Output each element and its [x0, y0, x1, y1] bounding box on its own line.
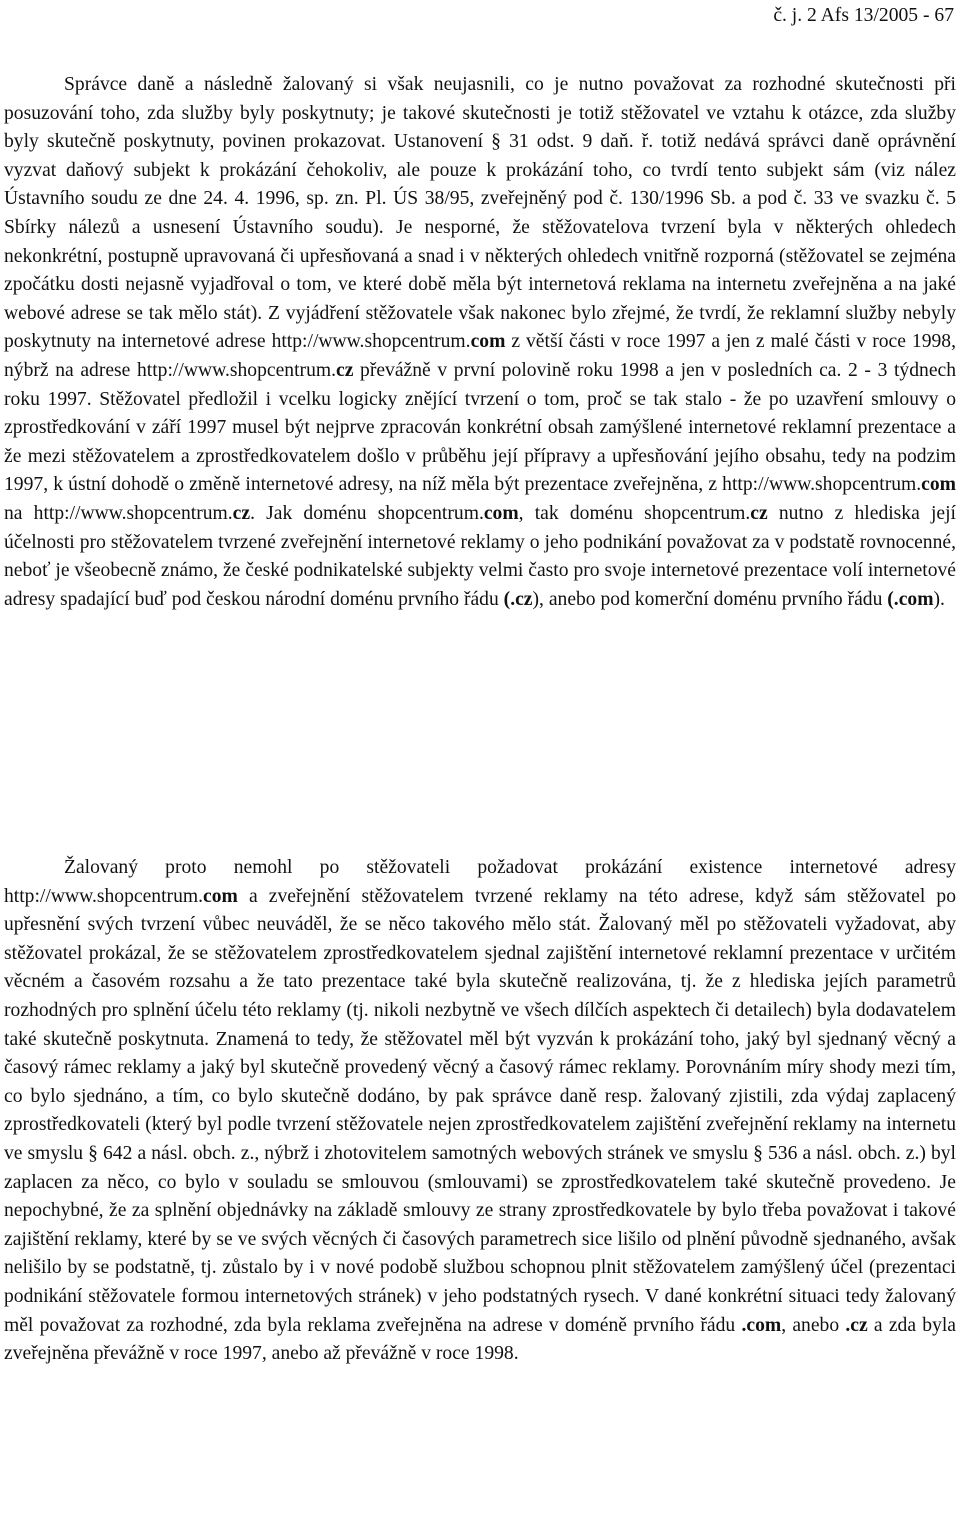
bold-text-run: .com	[741, 1314, 782, 1336]
text-run: Správce daně a následně žalovaný si však neujasnili, co je nutno považovat za rozhodné skutečnosti při posuzování toho, zda služby byly poskytnuty; je takové skutečnosti je totiž stěžovatel ve vztahu k otázce, zda služby byly skutečně poskytnuty, povinen prokazovat. Ustanovení § 31 odst. 9 daň. ř. totiž nedává správci daně oprávnění vyzvat daňový subjekt k prokázání čehokoliv, ale pouze k prokázání toho, co tvrdí tento subjekt sám (viz nález Ústavního soudu ze dne 24. 4. 1996, sp. zn. Pl. ÚS 38/95, zveřejněný pod č. 130/1996 Sb. a pod č. 33 ve svazku č. 5 Sbírky nálezů a usnesení Ústavního soudu). Je nesporné, že stěžovatelova tvrzení byla v některých ohledech nekonkrétní, postupně upravovaná či upřesňovaná a snad i v některých ohledech vnitřně rozporná (stěžovatel se zejména zpočátku dosti nejasně vyjadřoval o tom, ve které době měla být internetová reklama na internetu zveřejněna a na jaké webové adrese se tak mělo stát). Z vyjádření stěžovatele však nakonec bylo zřejmé, že tvrdí, že reklamní služby nebyly poskytnuty na internetové adrese http://www.shopcentrum.	[4, 74, 956, 353]
text-run: a zda byla zveřejněna převážně v roce 1997, anebo až převážně v roce 1998.	[4, 1314, 957, 1365]
text-run: z větší části v roce 1997 a jen z malé části v roce 1998, nýbrž na adrese http://www.shopcentrum.	[4, 331, 956, 381]
paragraph-1	[4, 71, 956, 614]
bold-text-run: (.com	[887, 588, 934, 610]
text-run: na http://www.shopcentrum.	[4, 502, 233, 524]
bold-text-run: cz	[750, 502, 768, 524]
case-number-header: č. j. 2 Afs 13/2005 - 67	[773, 5, 954, 26]
text-run: Žalovaný proto nemohl po stěžovateli požadovat prokázání existence internetové adresy http://www.shopcentrum.	[4, 857, 956, 907]
text-run: ), anebo pod komerční doménu prvního řádu	[532, 588, 888, 610]
text-run: a zveřejnění stěžovatelem tvrzené reklamy na této adrese, když sám stěžovatel po upřesnění svých tvrzení vůbec neuváděl, že se něco takového mělo stát. Žalovaný měl po stěžovateli vyžadovat, aby stěžovatel prokázal, že se stěžovatelem zprostředkovatelem sjednal zajištění internetové reklamní prezentace v určitém věcném a časovém rozsahu a že tato prezentace také byla skutečně realizována, tj. že z hlediska jejích parametrů rozhodných pro splnění účelu této reklamy (tj. nikoli nezbytně ve všech dílčích aspektech či detailech) byla dodavatelem také skutečně poskytnuta. Znamená to tedy, že stěžovatel měl být vyzván k prokázání toho, jaký byl sjednaný věcný a časový rámec reklamy a jaký byl skutečně provedený věcný a časový rámec reklamy. Porovnáním míry shody mezi tím, co bylo sjednáno, a tím, co bylo skutečně dodáno, by pak správce daně resp. žalovaný zjistili, zda výdaj zaplacený zprostředkovateli (který byl podle tvrzení stěžovatele nejen zprostředkovatelem zajištění zveřejnění reklamy na internetu ve smyslu § 642 a násl. obch. z., nýbrž i zhotovitelem samotných webových stránek ve smyslu § 536 a násl. obch. z.) byl zaplacen za něco, co bylo v souladu se smlouvou (smlouvami) se zprostředkovatelem také skutečně provedeno. Je nepochybné, že za splnění objednávky na základě smlouvy ze strany zprostředkovatele by bylo třeba považovat i takové zajištění reklamy, které by se ve svých věcných či časových parametrech sice lišilo od plnění původně sjednaného, avšak nelišilo by se podstatně, tj. zůstalo by i v nové podobě službou schopnou plnit stěžovatelem zamýšlený účel (prezentaci podnikání stěžovatele formou internetových stránek) v jeho podstatných rysech. V dané konkrétní situaci tedy žalovaný měl považovat za rozhodné, zda byla reklama zveřejněna na adrese v doméně prvního řádu	[4, 885, 956, 1336]
text-run: . Jak doménu shopcentrum.	[250, 502, 484, 524]
bold-text-run: .cz	[845, 1314, 868, 1336]
text-run: ).	[933, 588, 945, 610]
bold-text-run: com	[470, 331, 506, 353]
bold-text-run: (.cz	[503, 588, 533, 610]
bold-text-run: com	[921, 474, 956, 496]
bold-text-run: cz	[336, 359, 354, 381]
bold-text-run: com	[483, 502, 519, 524]
text-run: převážně v první polovině roku 1998 a jen v posledních ca. 2 - 3 týdnech roku 1997. Stěžovatel předložil i vcelku logicky znějící tvrzení o tom, proč se tak stalo - že po uzavření smlouvy o zprostředkování v září 1997 musel být nejprve zpracován konkrétní obsah zamýšlené internetové reklamní prezentace a že mezi stěžovatelem a zprostředkovatelem došlo v průběhu její přípravy a upřesňování jejího obsahu, tedy na podzim 1997, k ústní dohodě o změně internetové adresy, na níž měla být prezentace zveřejněna, z http://www.shopcentrum.	[4, 359, 957, 496]
bold-text-run: com	[203, 885, 238, 907]
text-run: nutno z hlediska její účelnosti pro stěžovatelem tvrzené zveřejnění internetové reklamy o jeho podnikání považovat za v podstatě rovnocenné, neboť je všeobecně známo, že české podnikatelské subjekty velmi často pro svoje internetové prezentace volí internetové adresy spadající buď pod českou národní doménu prvního řádu	[4, 502, 957, 610]
paragraph-2	[4, 854, 956, 1369]
text-run: , anebo	[781, 1314, 846, 1336]
text-run: , tak doménu shopcentrum.	[518, 502, 751, 524]
bold-text-run: cz	[232, 502, 251, 524]
